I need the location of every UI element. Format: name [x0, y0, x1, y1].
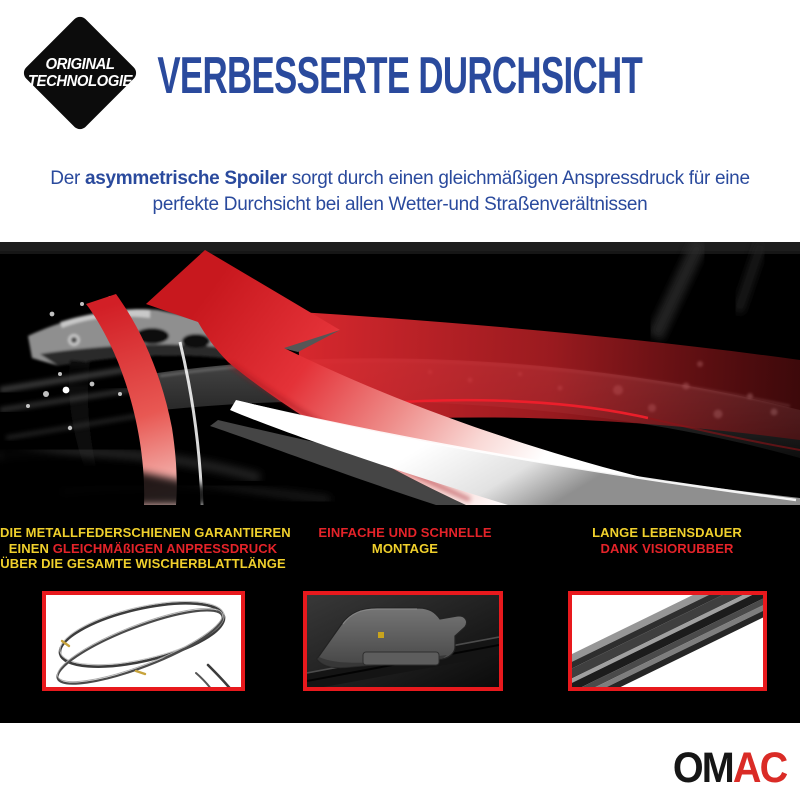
logo-black-part: OM: [672, 744, 733, 792]
intro-line1: Der asymmetrische Spoiler sorgt durch einen gleichmäßigen Anspressdruck für eine: [50, 168, 750, 189]
product-image-spring-rails: [42, 591, 245, 691]
omac-logo: [672, 744, 786, 792]
footer: [0, 723, 800, 800]
intro-text: [0, 166, 800, 218]
badge-line1: ORIGINAL: [45, 56, 115, 73]
feature-lifespan: LANGE LEBENSDAUER DANK VISIORUBBER: [592, 525, 742, 556]
rubber-strip-graphic: [572, 595, 763, 687]
spring-rails-graphic: [46, 595, 241, 687]
logo-red-part: AC: [732, 744, 786, 792]
product-image-adapter: [303, 591, 503, 691]
adapter-graphic: [307, 595, 499, 687]
feature-montage: EINFACHE UND SCHNELLE MONTAGE: [318, 525, 492, 556]
feature-pressure: DIE METALLFEDERSCHIENEN GARANTIEREN EINEN GLEICHMÄßIGEN ANPRESSDRUCK ÜBER DIE GESAMTE WISCHERBLATTLÄNGE: [0, 525, 291, 571]
page-title: VERBESSERTE DURCHSICHT: [157, 47, 643, 105]
intro-line2: perfekte Durchsicht bei allen Wetter-und Straßenverältnissen: [152, 194, 648, 215]
hero-section: [0, 242, 800, 723]
spoiler-airflow-graphic: [0, 242, 800, 505]
badge-line2: TECHNOLOGIE: [27, 73, 133, 90]
product-image-rubber-strip: [568, 591, 767, 691]
